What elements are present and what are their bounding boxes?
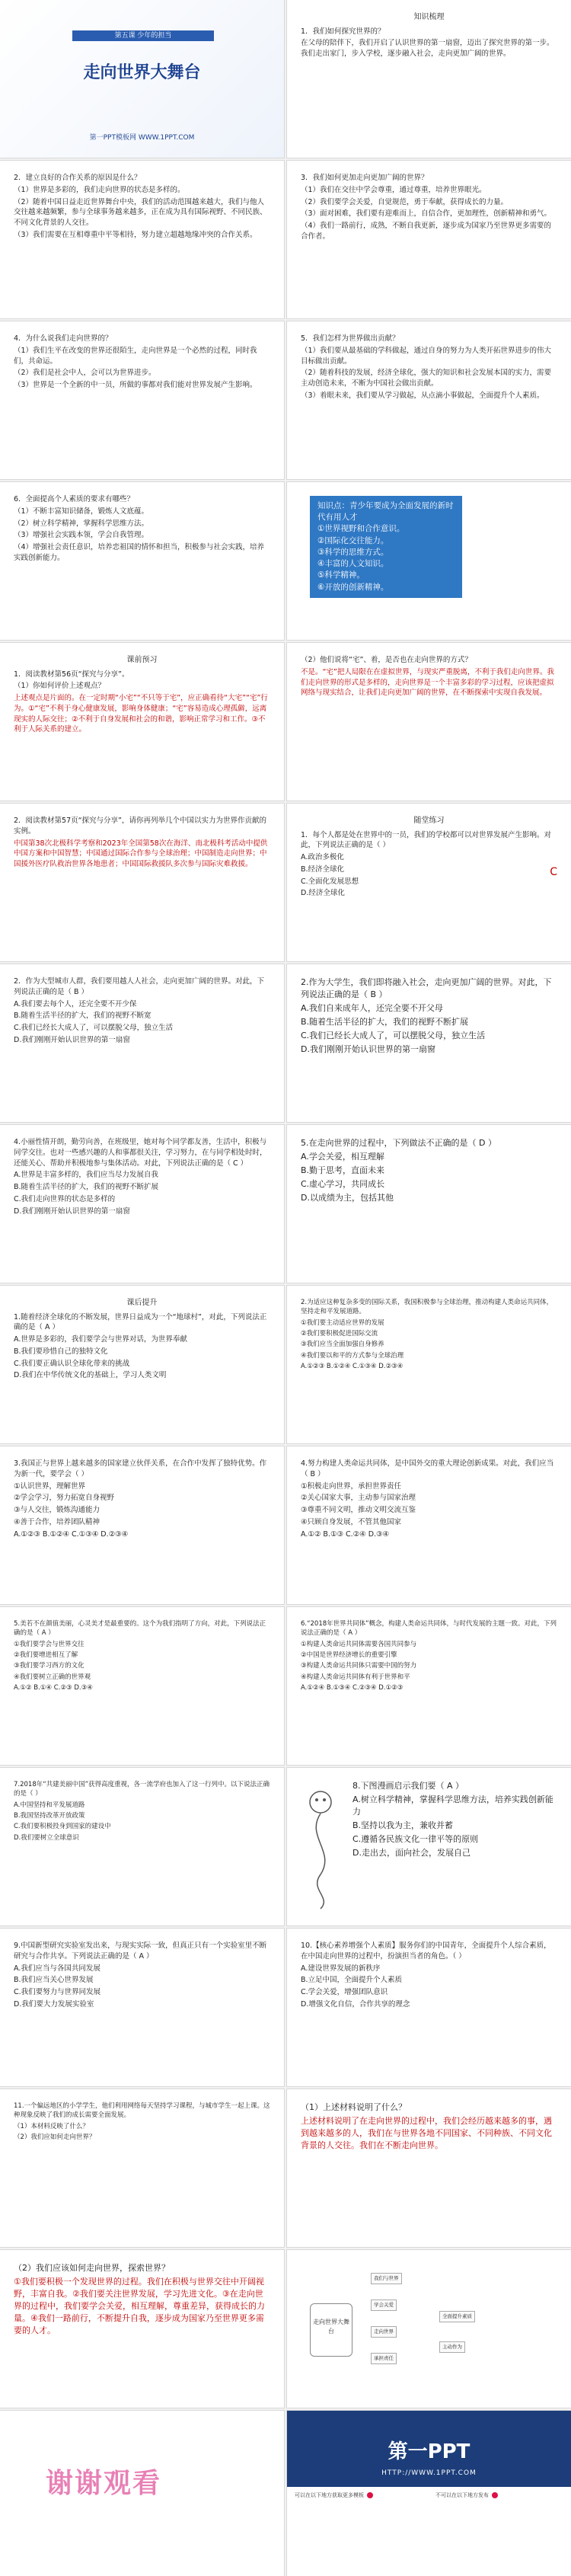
answer-text: 中国第38次北极科学考察和2023年全国第58次在海洋、南北极科考活动中提供中国方案和中国智慧；中国通过国际合作参与全球治理；中国制造走向世界；中国援外医疗队救治世界各地患者；中国国际救援队多次参与国际灾难救援。 bbox=[14, 839, 268, 869]
question-text: 9.中国新型研究实验室发出来，与现实实际一致，但真正只有一个实验室里不断研究与合作共享。下列说法正确的是（ A ） bbox=[14, 1942, 267, 1961]
question-text: 4.小丽性情开朗，勤劳向善，在班级里，她对每个同学都友善，生活中，积极与同学交往。也对一些感兴趣的人和事都很关注，学习努力，在与同学相处时时，还能关心、帮助并积极地参与集体活动。对此，下列说法正确的是（ C ） bbox=[14, 1138, 267, 1168]
option: D.走出去，面向社会，发展自己 bbox=[352, 1847, 471, 1858]
slide-title bbox=[0, 0, 284, 158]
option: B.我国坚持改革开放政策 bbox=[14, 1811, 85, 1820]
answer-choices: A.①②③ B.①②④ C.①③④ D.②③④ bbox=[301, 1362, 404, 1370]
slide-practice-3 bbox=[287, 964, 571, 1122]
question-text: 6.“2018年世界共同体”概念，构建人类命运共同体，与时代发展的主题一致。对此，下列说法正确的是（ A ） bbox=[301, 1620, 557, 1638]
slide-heading: 知识梳理 bbox=[413, 13, 445, 21]
option: D.以成绩为主，包括其他 bbox=[301, 1192, 394, 1203]
text-line: 4．为什么说我们走向世界的？ bbox=[14, 334, 113, 343]
option: D.我们要大力发展实验室 bbox=[14, 1999, 94, 2009]
option: A.我们自来成年人，还完全要不开父母 bbox=[301, 1002, 443, 1013]
slide-after-7 bbox=[0, 1768, 284, 1926]
option: C.我们走向世界的状态是多样的 bbox=[14, 1194, 116, 1203]
text-line: （1）你如何评价上述观点？ bbox=[14, 682, 106, 691]
option: B.我们应当关心世界发展 bbox=[14, 1976, 94, 1985]
mind-map-node: 承担责任 bbox=[371, 2353, 397, 2364]
answer-text: 上述观点是片面的。在一定时期“小宅”“不只等于宅”，应正确看待“大宅”“宅”行为。①“宅”不利于身心健康发展，影响身体健康；“宅”容易造成心理孤僻，远离现实的人际交往；②不利于自身发展和社会的和谐，影响正常学习和工作。③不利于人际关系的建立。 bbox=[14, 694, 268, 734]
option: C.我们要正确认识全球化带来的挑战 bbox=[14, 1359, 130, 1368]
option: C.我们要积极投身到国家的建设中 bbox=[14, 1823, 111, 1831]
option: C.全面化发展思想 bbox=[301, 877, 359, 886]
question-text: 5.在走向世界的过程中，下列做法不正确的是（ D ） bbox=[301, 1138, 496, 1148]
answer-choices: A.①② B.①③ C.②④ D.③④ bbox=[301, 1529, 390, 1539]
slide-after-5 bbox=[0, 1607, 284, 1765]
option: C.我们要努力与世界同发展 bbox=[14, 1988, 101, 1997]
question-text: 10.【核心素养增强个人素质】服务你们的中国青年，全面提升个人综合素质，在中国走向世界的过程中，扮演担当者的角色。（ ） bbox=[301, 1942, 551, 1961]
question-text: 7.2018年“共建美丽中国”获得高度重视，各一流学府也加入了这一行列中。以下说法正确的是（ ） bbox=[14, 1781, 270, 1798]
text-line: （2）我们是社会中人，会可以为世界进步。 bbox=[14, 369, 156, 378]
slide-after-4 bbox=[287, 1446, 571, 1604]
summary-item: ⑤科学精神。 bbox=[317, 570, 365, 580]
slide-knowledge bbox=[287, 0, 571, 158]
text-line: （1）世界是多彩的，我们走向世界的状态是多样的。 bbox=[14, 185, 185, 194]
option: ②我们要积极促进国际交流 bbox=[301, 1329, 378, 1338]
option: ③与人交往，锻炼沟通能力 bbox=[14, 1506, 100, 1515]
question-text: 4.努力构建人类命运共同体，是中国外交的重大理论创新成果。对此，我们应当（ B ） bbox=[301, 1459, 554, 1478]
text-line: （3）增强社会实践本领，学会自我管理。 bbox=[14, 531, 149, 540]
text-line: （3）面对困难，我们要有迎难而上，自信合作，更加理性，创新精神和勇气。 bbox=[301, 209, 552, 219]
option: A.中国坚持和平发展道路 bbox=[14, 1801, 85, 1809]
option: B.随着生活半径的扩大，我们的视野不断扩展 bbox=[14, 1183, 159, 1192]
option: ③构建人类命运共同体只需要中国的努力 bbox=[301, 1662, 417, 1670]
slide-practice-1 bbox=[287, 804, 571, 961]
question-text: 2.为适应这种复杂多变的国际关系，我国积极参与全球治理，推动构建人类命运共同体，坚持走和平发展道路。 bbox=[301, 1299, 553, 1316]
option: D.我们在中华传统文化的基础上，学习人类文明 bbox=[14, 1371, 167, 1380]
text-line: （1）我们要从最基础的学科做起，通过自身的努力为人类开拓世界进步的伟大目标做出贡献。 bbox=[301, 346, 552, 366]
question-text: 2．作为大型城市人群，我们要用越人人社会，走向更加广阔的世界。对此，下列说法正确的是（ B ） bbox=[14, 977, 265, 996]
answer-text: 不是。“宅”把人局限在在虚拟世界，与现实严重脱离，不利于我们走向世界。我们走向世界的形式是多样的，走向世界是一个丰富多彩的学习过程，应该把虚拟网络与现实结合，让我们走向更加广阔的世界，在不断探索中实现自我发展。 bbox=[301, 667, 554, 698]
answer-choices: A.①②③ B.①②④ C.①③④ D.②③④ bbox=[14, 1529, 129, 1539]
option: A.我们要去每个人，还完全要不开少保 bbox=[14, 999, 137, 1008]
option: ①我们要学会与世界交往 bbox=[14, 1640, 85, 1648]
text-line: （2）树立科学精神，掌握科学思维方法。 bbox=[14, 519, 149, 528]
option: ②关心国家大事，主动参与国家治理 bbox=[301, 1494, 416, 1503]
option: B.随着生活半径的扩大，我们的视野不断宽 bbox=[14, 1012, 152, 1021]
question-text: 8.下图漫画启示我们要（ A ） bbox=[352, 1781, 464, 1791]
answer-choices: A.①② B.①④ C.②③ D.③④ bbox=[14, 1683, 93, 1692]
text-line: （1）本材料反映了什么？ bbox=[14, 2122, 89, 2130]
option: C.虚心学习，共同成长 bbox=[301, 1178, 385, 1189]
text-line: （4）我们一路前行，成熟，不断自我更新，逐步成为国家乃至世界更多需要的合作者。 bbox=[301, 222, 552, 241]
question-text: （2）我们应该如何走向世界，探索世界？ bbox=[14, 2263, 170, 2273]
option: ②中国是世界经济增长的重要引擎 bbox=[301, 1651, 397, 1659]
mind-map-node: 全面提升素质 bbox=[439, 2311, 475, 2322]
answer-mark: C bbox=[550, 866, 557, 878]
text-line: （2）我们要学会关爱，自觉规范，勇于奉献，获得成长的力量。 bbox=[301, 197, 509, 206]
slide-summary-box bbox=[287, 482, 571, 640]
summary-item: ④丰富的人文知识。 bbox=[317, 559, 389, 569]
text-line: （1）不断丰富知识储备，锻炼人文底蕴。 bbox=[14, 507, 149, 516]
option: D.增强文化自信，合作共享的理念 bbox=[301, 1999, 410, 2009]
text-line: 3．我们如何更加走向更加广阔的世界？ bbox=[301, 174, 429, 182]
option: ②学会学习，努力拓宽自身视野 bbox=[14, 1494, 115, 1503]
option: B.我们要珍惜自己的独特文化 bbox=[14, 1347, 108, 1356]
comic-illustration bbox=[298, 1783, 343, 1913]
option: B.经济全球化 bbox=[301, 865, 345, 874]
option: A.学会关爱，相互理解 bbox=[301, 1151, 384, 1162]
slide-practice-5 bbox=[287, 1125, 571, 1283]
bullet-icon bbox=[367, 2492, 373, 2498]
question-text: （1）上述材料说明了什么？ bbox=[301, 2102, 407, 2112]
slide-heading: 课前预习 bbox=[126, 656, 158, 664]
option: D.我们刚刚开始认识世界的第一扇窗 bbox=[14, 1035, 130, 1044]
slide-practice-2 bbox=[0, 964, 284, 1122]
lesson-tag: 第五课 少年的担当 bbox=[72, 30, 214, 41]
text-line: 在父母的陪伴下，我们开启了认识世界的第一扇窗，迈出了探究世界的第一步。我们走出家门，步入学校，逐步融入社会，走向更加广阔的世界。 bbox=[301, 39, 554, 59]
slide-answer-1 bbox=[287, 2089, 571, 2247]
slide-answer-2 bbox=[0, 2250, 284, 2408]
text-line: （1）我们生平在改变的世界还很陌生，走向世界是一个必然的过程，同时我们，共命运。 bbox=[14, 346, 257, 366]
slide-thanks bbox=[0, 2411, 284, 2576]
option: ①我们要主动适应世界的发展 bbox=[301, 1318, 384, 1327]
option: ④构建人类命运共同体有利于世界和平 bbox=[301, 1673, 410, 1681]
slide-preview bbox=[0, 643, 284, 801]
slide-q5 bbox=[287, 321, 571, 479]
option: ④我们要树立正确的世界观 bbox=[14, 1673, 91, 1681]
slide-after-8 bbox=[287, 1768, 571, 1926]
text-line: 5．我们怎样为世界做出贡献？ bbox=[301, 334, 400, 343]
brand-col-title: 可以在以下地方获取更多模板 bbox=[295, 2492, 364, 2498]
question-text: 2.作为大学生，我们即将融入社会，走向更加广阔的世界。对此，下列说法正确的是（ B ） bbox=[301, 977, 552, 999]
option: ③我们要学习西方的文化 bbox=[14, 1662, 85, 1670]
answer-text: ①我们要积极一个发现世界的过程。我们在积极与世界交往中开阔视野，丰富自我。②我们要关注世界发展，学习先进文化。③在走向世界的过程中，我们要学会关爱，相互理解，尊重差异，获得成长的力量。④我们一路前行，不断提升自我，逐步成为国家乃至世界更多需要的人才。 bbox=[14, 2276, 265, 2335]
answer-text: 上述材料说明了在走向世界的过程中，我们会经历越来越多的事，遇到越来越多的人，我们在与世界各地不同国家、不同种族、不同文化背景的人交往。我们在不断走向世界。 bbox=[301, 2115, 552, 2150]
question-text: （2）他们说将“宅”、着，是否也在走向世界的方式？ bbox=[301, 656, 472, 664]
answer-choices: A.①②④ B.①③④ C.②③④ D.①②③ bbox=[301, 1683, 404, 1692]
option: ②我们要增进相互了解 bbox=[14, 1651, 78, 1659]
option: D.我们刚刚开始认识世界的第一扇窗 bbox=[14, 1207, 130, 1216]
option: ④善于合作，培养团队精神 bbox=[14, 1517, 100, 1526]
option: A.建设世界发展的新秩序 bbox=[301, 1964, 381, 1973]
slide-preview-2 bbox=[287, 643, 571, 801]
text-line: （2）随着科技的发展，经济全球化，强大的知识和社会发展本国的实力，需要主动创造未来，不断为中国社会做出贡献。 bbox=[301, 369, 552, 388]
option: ①构建人类命运共同体需要各国共同参与 bbox=[301, 1640, 417, 1648]
option: C.学会关爱，增强团队意识 bbox=[301, 1988, 388, 1997]
question-text: 1.随着经济全球化的不断发展，世界日益成为一个“地球村”，对此，下列说法正确的是（ A ） bbox=[14, 1312, 267, 1332]
question-text: 2．阅读教材第57页“探究与分享”，请你再列举几个中国以实力为世界作贡献的实例。 bbox=[14, 817, 266, 836]
option: ③尊重不同文明，推动文明交流互鉴 bbox=[301, 1506, 416, 1515]
question-text: 1．每个人都是处在世界中的一员，我们的学校都可以对世界发展产生影响。对此，下列说法正确的是（ ） bbox=[301, 830, 552, 850]
bullet-icon bbox=[492, 2492, 498, 2498]
option: A.树立科学精神，掌握科学思维方法，培养实践创新能力 bbox=[352, 1794, 553, 1817]
mind-map bbox=[310, 2258, 546, 2402]
option: C.我们已经长大成人了，可以摆脱父母，独立生活 bbox=[14, 1024, 174, 1033]
mind-map-node: 主动作为 bbox=[439, 2341, 465, 2353]
mind-map-node: 我们与世界 bbox=[371, 2273, 402, 2284]
option: C.遵循各民族文化一律平等的原则 bbox=[352, 1833, 479, 1844]
summary-item: ③科学的思维方式。 bbox=[317, 547, 389, 557]
slide-after-10 bbox=[287, 1929, 571, 2086]
text-line: （3）世界是一个全新的中一员，所做的事都对我们能对世界发展产生影响。 bbox=[14, 381, 257, 390]
question-text: 3.我国正与世界上越来越多的国家建立伙伴关系，在合作中发挥了独特优势。作为新一代，要学会（ ） bbox=[14, 1459, 267, 1478]
summary-item: ⑥开放的创新精神。 bbox=[317, 582, 389, 592]
slide-after-6 bbox=[287, 1607, 571, 1765]
slide-after-2 bbox=[287, 1286, 571, 1443]
text-line: （4）增强社会责任意识，培养恋祖国的情怀和担当，积极参与社会实践，培养实践创新能力。 bbox=[14, 543, 265, 562]
option: ①积极走向世界，承担世界责任 bbox=[301, 1481, 402, 1491]
slide-q4 bbox=[0, 321, 284, 479]
text-line: 1．阅读教材第56页“探究与分享”。 bbox=[14, 670, 129, 679]
slide-q2 bbox=[0, 161, 284, 318]
option: D.我们要树立全球意识 bbox=[14, 1833, 79, 1842]
option: D.我们刚刚开始认识世界的第一扇窗 bbox=[301, 1044, 435, 1054]
text-line: （2）我们应如何走向世界？ bbox=[14, 2133, 96, 2141]
thanks-text: 谢谢观看 bbox=[46, 2468, 162, 2499]
slide-heading: 课后提升 bbox=[126, 1299, 158, 1307]
option: ①认识世界，理解世界 bbox=[14, 1481, 86, 1491]
summary-box bbox=[310, 496, 462, 598]
website-label: 第一PPT模板网 WWW.1PPT.COM bbox=[89, 134, 195, 142]
text-line: （1）我们在交往中学会尊重，通过尊重，培养世界眼光。 bbox=[301, 185, 486, 194]
summary-title: 知识点：青少年要成为全面发展的新时代有用人才 bbox=[317, 501, 454, 523]
option: D.经济全球化 bbox=[301, 889, 345, 898]
option: B.坚持以我为主，兼收并蓄 bbox=[352, 1820, 454, 1830]
slide-after-9 bbox=[0, 1929, 284, 2086]
option: ③我们应当全面加强自身修养 bbox=[301, 1341, 384, 1349]
mind-map-center: 走向世界大舞台 bbox=[310, 2303, 352, 2357]
option: A.政治多极化 bbox=[301, 853, 344, 862]
option: A.世界是多彩的，我们要学会与世界对话，为世界奉献 bbox=[14, 1335, 187, 1344]
text-line: 6．全面提高个人素质的要求有哪些？ bbox=[14, 495, 135, 503]
brand-logo: 第一PPT bbox=[388, 2440, 471, 2463]
option: ④我们要以和平的方式参与全球治理 bbox=[301, 1351, 404, 1360]
text-line: （3）着眼未来，我们要从学习做起，从点滴小事做起，全面提升个人素质。 bbox=[301, 391, 544, 400]
slide-heading: 随堂练习 bbox=[413, 817, 445, 825]
question-text: 11.一个偏远地区的小学学生，他们利用网络每天坚持学习课程，与城市学生一起上课。这种现象反映了我们的成长需要全面发展。 bbox=[14, 2102, 270, 2120]
text-line: （2）随着中国日益走近世界舞台中央，我们的活动范围越来越大，我们与他人交往越来越频繁，参与全球事务越来越多，正在成为具有国际视野、不同民族、不同文化背景的人交往。 bbox=[14, 197, 267, 228]
slide-q6 bbox=[0, 482, 284, 640]
slide-after-3 bbox=[0, 1446, 284, 1604]
text-line: 1．我们如何探究世界的？ bbox=[301, 27, 385, 36]
option: A.世界是丰富多样的，我们应当尽力发展自我 bbox=[14, 1171, 158, 1180]
slide-preview-3 bbox=[0, 804, 284, 961]
brand-url: HTTP://WWW.1PPT.COM bbox=[381, 2469, 477, 2477]
brand-col-title: 不可以在以下地方发布 bbox=[435, 2492, 489, 2498]
slide-q3 bbox=[287, 161, 571, 318]
slide-after-11 bbox=[0, 2089, 284, 2247]
summary-item: ①世界视野和合作意识。 bbox=[317, 524, 405, 534]
text-line: （3）我们需要在互相尊重中平等相待，努力建立超越地缘冲突的合作关系。 bbox=[14, 230, 257, 239]
mind-map-node: 学会关爱 bbox=[371, 2300, 397, 2311]
option: ④只顾自身发展，不管其他国家 bbox=[301, 1517, 402, 1526]
slide-practice-4 bbox=[0, 1125, 284, 1283]
option: C.我们已经长大成人了，可以摆脱父母，独立生活 bbox=[301, 1030, 486, 1040]
option: B.立足中国，全面提升个人素质 bbox=[301, 1976, 403, 1985]
option: A.我们应当与各国共同发展 bbox=[14, 1964, 100, 1973]
slide-mindmap bbox=[287, 2250, 571, 2408]
slide-main-title: 走向世界大舞台 bbox=[83, 63, 201, 82]
question-text: 5.美若不在颜值美丽，心灵美才是最重要的。这个为我们指明了方向，对此，下列说法正确的是（ A ） bbox=[14, 1620, 266, 1638]
option: B.随着生活半径的扩大，我们的视野不断扩展 bbox=[301, 1016, 469, 1027]
option: B.勤于思考，直面未来 bbox=[301, 1165, 385, 1175]
slide-brand bbox=[287, 2411, 571, 2576]
text-line: 2．建立良好的合作关系的原因是什么？ bbox=[14, 174, 142, 182]
mind-map-node: 走向世界 bbox=[371, 2326, 397, 2338]
slide-after-1 bbox=[0, 1286, 284, 1443]
summary-item: ②国际化交往能力。 bbox=[317, 535, 389, 545]
